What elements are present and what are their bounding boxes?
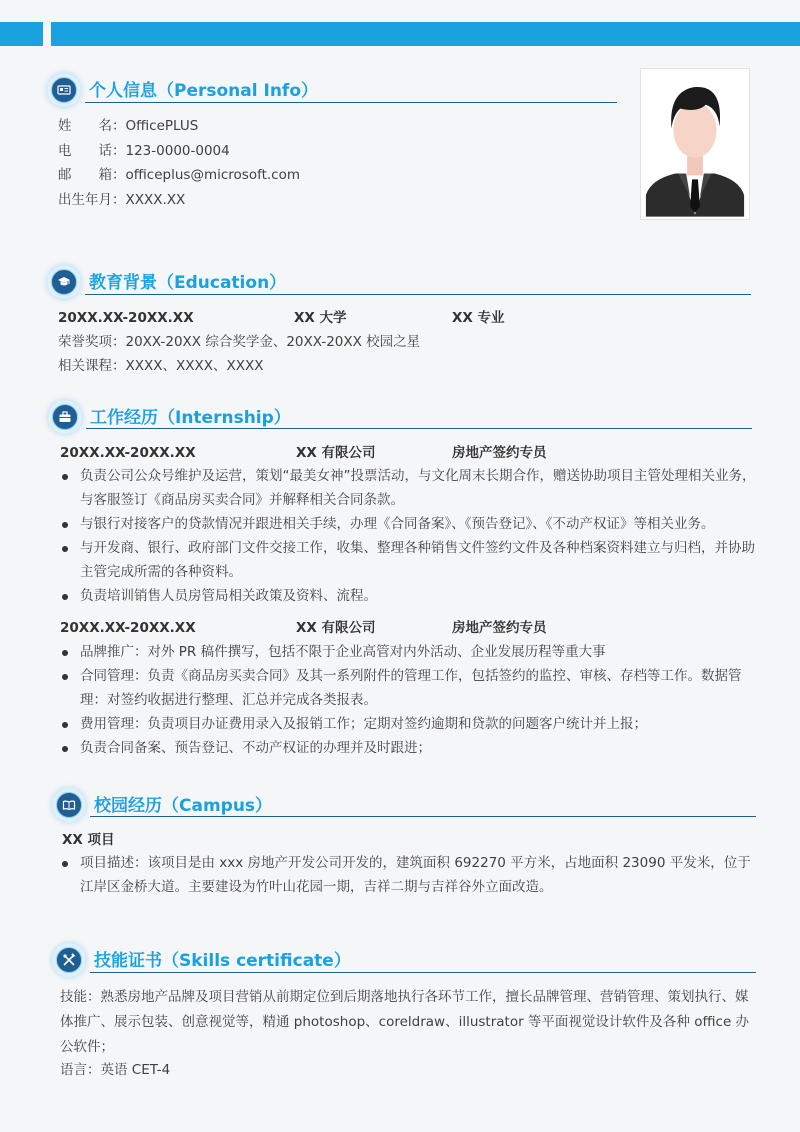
info-row-email — [58, 166, 300, 184]
list-item: 品牌推广：对外 PR 稿件撰写，包括不限于企业高管对内外活动、企业发展历程等重大事 — [58, 640, 758, 664]
campus-project: XX 项目 — [62, 832, 115, 848]
section-title: 技能证书（Skills certificate） — [94, 951, 351, 971]
header-bar-right — [51, 22, 800, 46]
education-major: XX 专业 — [452, 310, 505, 326]
info-row-birth — [58, 191, 185, 209]
education-school: XX 大学 — [294, 310, 347, 326]
header-bar-left — [0, 22, 43, 46]
section-title: 校园经历（Campus） — [94, 796, 273, 816]
section-divider — [90, 816, 756, 817]
list-item: 费用管理：负责项目办证费用录入及报销工作；定期对签约逾期和贷款的问题客户统计并上报； — [58, 712, 758, 736]
info-value: officeplus@microsoft.com — [125, 167, 301, 183]
list-item: 与开发商、银行、政府部门文件交接工作，收集、整理各种销售文件签约文件及各种档案资料建立与归档，并协助主管完成所需的各种资料。 — [58, 536, 758, 584]
list-item: 与银行对接客户的贷款情况并跟进相关手续，办理《合同备案》、《预告登记》、《不动产权证》等相关业务。 — [58, 512, 758, 536]
info-label: 邮 箱： — [58, 167, 126, 183]
info-label: 姓 名： — [58, 118, 126, 134]
id-card-icon — [47, 73, 81, 107]
list-item: 合同管理：负责《商品房买卖合同》及其一系列附件的管理工作，包括签约的监控、审核、存档等工作。数据管理：对签约收据进行整理、汇总并完成各类报表。 — [58, 664, 758, 712]
list-item: 负责培训销售人员房管局相关政策及资料、流程。 — [58, 584, 758, 608]
avatar — [641, 69, 749, 219]
personal-section-header — [47, 73, 617, 113]
info-row-name — [58, 117, 198, 135]
job-company: XX 有限公司 — [296, 445, 376, 461]
campus-list — [58, 851, 758, 899]
job-position: 房地产签约专员 — [452, 620, 547, 636]
info-label: 电 话： — [58, 143, 126, 159]
section-title: 工作经历（Internship） — [90, 408, 291, 428]
internship-section-header — [48, 400, 752, 440]
campus-section-header — [52, 788, 756, 828]
education-honors: 荣誉奖项：20XX-20XX 综合奖学金、20XX-20XX 校园之星 — [58, 334, 421, 350]
skills-language: 语言：英语 CET-4 — [60, 1062, 171, 1078]
open-book-icon — [52, 788, 86, 822]
job-duties-list — [58, 640, 758, 760]
info-value: XXXX.XX — [125, 192, 186, 208]
job-position: 房地产签约专员 — [452, 445, 547, 461]
job-company: XX 有限公司 — [296, 620, 376, 636]
info-row-phone — [58, 142, 230, 160]
info-value: 123-0000-0004 — [125, 143, 230, 159]
section-title: 个人信息（Personal Info） — [89, 81, 318, 101]
skills-section-header — [52, 943, 756, 983]
briefcase-icon — [48, 400, 82, 434]
section-divider — [85, 294, 751, 295]
section-divider — [85, 102, 617, 103]
education-section-header — [47, 265, 751, 305]
list-item: 负责公司公众号维护及运营，策划“最美女神”投票活动，与文化周末长期合作，赠送协助项目主管处理相关业务，与客服签订《商品房买卖合同》并解释相关合同条款。 — [58, 464, 758, 512]
job-date: 20XX.XX-20XX.XX — [60, 445, 196, 461]
tools-icon — [52, 943, 86, 977]
profile-photo — [640, 68, 750, 220]
graduation-cap-icon — [47, 265, 81, 299]
section-divider — [86, 428, 752, 429]
info-value: OfficePLUS — [125, 118, 199, 134]
list-item: 负责合同备案、预告登记、不动产权证的办理并及时跟进； — [58, 736, 758, 760]
list-item: 项目描述：该项目是由 xxx 房地产开发公司开发的，建筑面积 692270 平方米，占地面积 23090 平发米，位于江岸区金桥大道。主要建设为竹叶山花园一期，吉祥二期与吉祥谷外立面改造。 — [58, 851, 758, 899]
education-courses: 相关课程：XXXX、XXXX、XXXX — [58, 358, 264, 374]
skills-text: 技能：熟悉房地产品牌及项目营销从前期定位到后期落地执行各环节工作，擅长品牌管理、营销管理、策划执行、媒体推广、展示包装、创意视觉等，精通 photoshop、coreldraw、illustrator 等平面视觉设计软件及各种 office 办公软件； — [60, 989, 750, 1055]
education-date: 20XX.XX-20XX.XX — [58, 310, 194, 326]
job-date: 20XX.XX-20XX.XX — [60, 620, 196, 636]
section-title: 教育背景（Education） — [89, 273, 287, 293]
job-duties-list — [58, 464, 758, 608]
info-label: 出生年月： — [58, 192, 126, 208]
section-divider — [90, 972, 756, 973]
